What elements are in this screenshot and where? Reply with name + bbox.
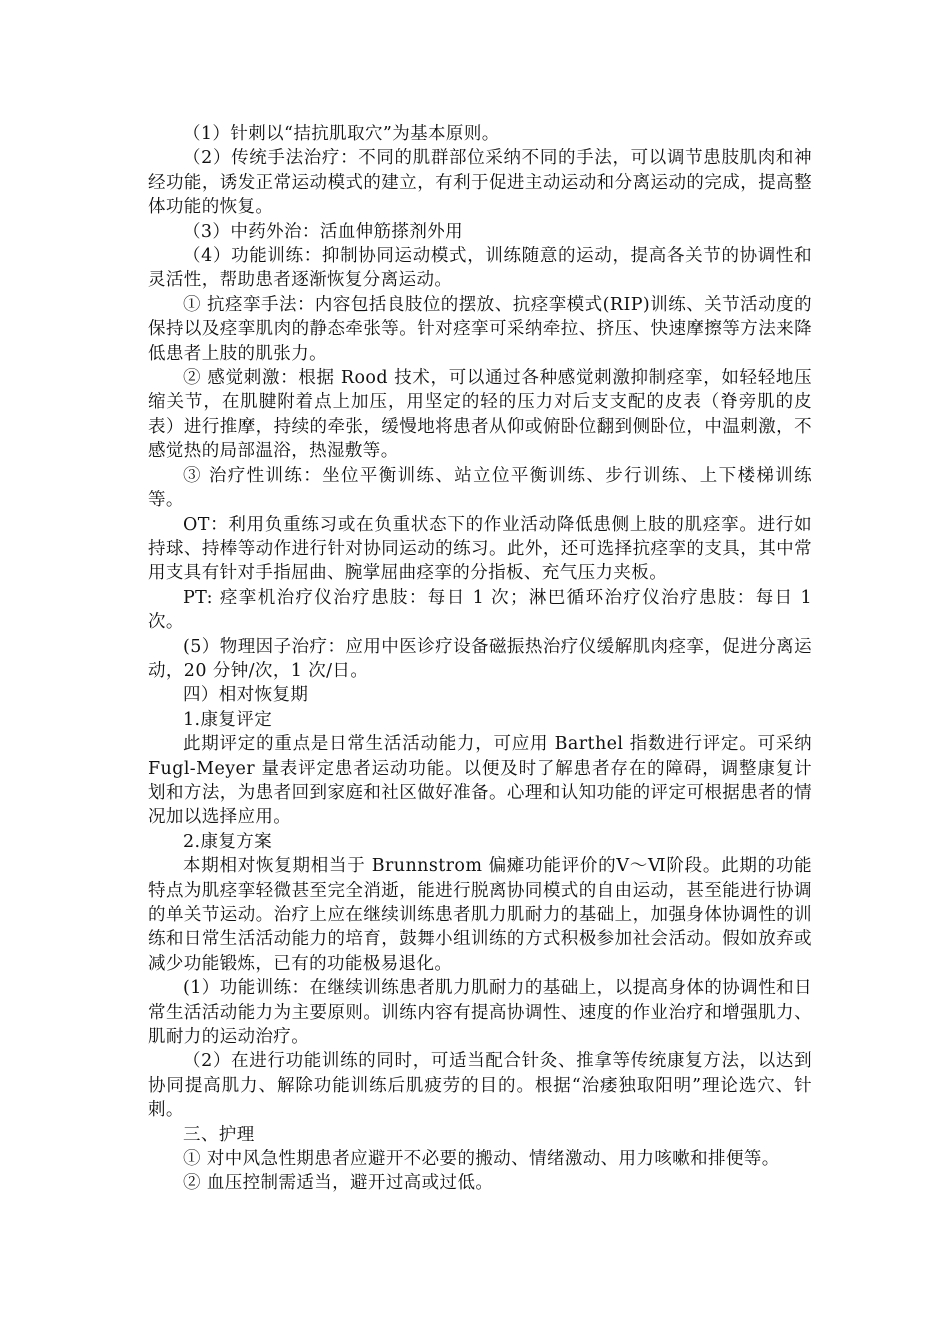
paragraph-combined-traditional-methods: （2）在进行功能训练的同时，可适当配合针灸、推拿等传统康复方法，以达到协同提高肌力、解除功能训练后肌疲劳的目的。根据“治痿独取阳明”理论选穴、针刺。: [148, 1051, 812, 1121]
paragraph-acupuncture-principle: （1）针刺以“拮抗肌取穴”为基本原则。: [183, 124, 500, 144]
heading-nursing: 三、护理: [183, 1124, 255, 1145]
document-body: [148, 122, 812, 1196]
paragraph-nursing-item-1: ① 对中风急性期患者应避开不必要的搬动、情绪激动、用力咳嗽和排便等。: [183, 1149, 780, 1170]
paragraph-traditional-manual-therapy: （2）传统手法治疗：不同的肌群部位采纳不同的手法，可以调节患肢肌肉和神经功能，诱发正常运动模式的建立，有利于促进主动运动和分离运动的完成，提高整体功能的恢复。: [148, 148, 812, 218]
heading-relative-recovery-stage: 四）相对恢复期: [183, 685, 309, 706]
paragraph-brunnstrom-stage: 本期相对恢复期相当于 Brunnstrom 偏瘫功能评价的Ⅴ～Ⅵ阶段。此期的功能特点为肌痉挛轻微甚至完全消逝，能进行脱离协同模式的自由运动，甚至能进行协调的单关节运动。治疗上应在继续训练患者肌力肌耐力的基础上，加强身体协调性的训练和日常生活活动能力的培育，鼓舞小组训练的方式积极参加社会活动。假如放弃或减少功能锻炼，已有的功能极易退化。: [148, 856, 812, 974]
paragraph-physical-factor-therapy: (5）物理因子治疗：应用中医诊疗设备磁振热治疗仪缓解肌肉痉挛，促进分离运动，20 分钟/次，1 次/日。: [148, 636, 812, 681]
paragraph-occupational-therapy: OT：利用负重练习或在负重状态下的作业活动降低患侧上肢的肌痉挛。进行如持球、持棒等动作进行针对协同运动的练习。此外，还可选择抗痉挛的支具，其中常用支具有针对手指屈曲、腕掌屈曲痉挛的分指板、充气压力夹板。: [148, 514, 812, 584]
paragraph-nursing-item-2: ② 血压控制需适当，避开过高或过低。: [183, 1173, 494, 1194]
paragraph-therapeutic-training: ③ 治疗性训练：坐位平衡训练、站立位平衡训练、步行训练、上下楼梯训练等。: [148, 465, 812, 511]
heading-rehab-assessment: 1.康复评定: [183, 709, 273, 730]
paragraph-antispasm-technique: ① 抗痉挛手法：内容包括良肢位的摆放、抗痉挛模式(RIP)训练、关节活动度的保持以及痉挛肌肉的静态牵张等。针对痉挛可采纳牵拉、挤压、快速摩擦等方法来降低患者上肢的肌张力。: [148, 294, 812, 364]
paragraph-sensory-stimulation: ② 感觉刺激：根据 Rood 技术，可以通过各种感觉刺激抑制痉挛，如轻轻地压缩关节，在肌腱附着点上加压，用坚定的轻的压力对后支支配的皮表（脊旁肌的皮表）进行推摩，持续的牵张，缓慢地将患者从仰或俯卧位翻到侧卧位，中温刺激，不感觉热的局部温浴，热湿敷等。: [148, 368, 812, 462]
paragraph-functional-training-recovery: (1）功能训练：在继续训练患者肌力肌耐力的基础上，以提高身体的协调性和日常生活活动能力为主要原则。训练内容有提高协调性、速度的作业治疗和增强肌力、肌耐力的运动治疗。: [148, 978, 812, 1048]
paragraph-functional-training: （4）功能训练：抑制协同运动模式，训练随意的运动，提高各关节的协调性和灵活性，帮助患者逐渐恢复分离运动。: [148, 246, 812, 291]
paragraph-herbal-external-treatment: （3）中药外治：活血伸筋搽剂外用: [183, 221, 464, 242]
heading-rehab-plan: 2.康复方案: [183, 831, 273, 852]
paragraph-physical-therapy: PT: 痉挛机治疗仪治疗患肢：每日 1 次；淋巴循环治疗仪治疗患肢：每日 1 次。: [148, 587, 812, 633]
paragraph-assessment-focus: 此期评定的重点是日常生活活动能力，可应用 Barthel 指数进行评定。可采纳 Fugl-Meyer 量表评定患者运动功能。以便及时了解患者存在的障碍，调整康复计划和方法，为患者回到家庭和社区做好准备。心理和认知功能的评定可根据患者的情况加以选择应用。: [148, 734, 812, 828]
